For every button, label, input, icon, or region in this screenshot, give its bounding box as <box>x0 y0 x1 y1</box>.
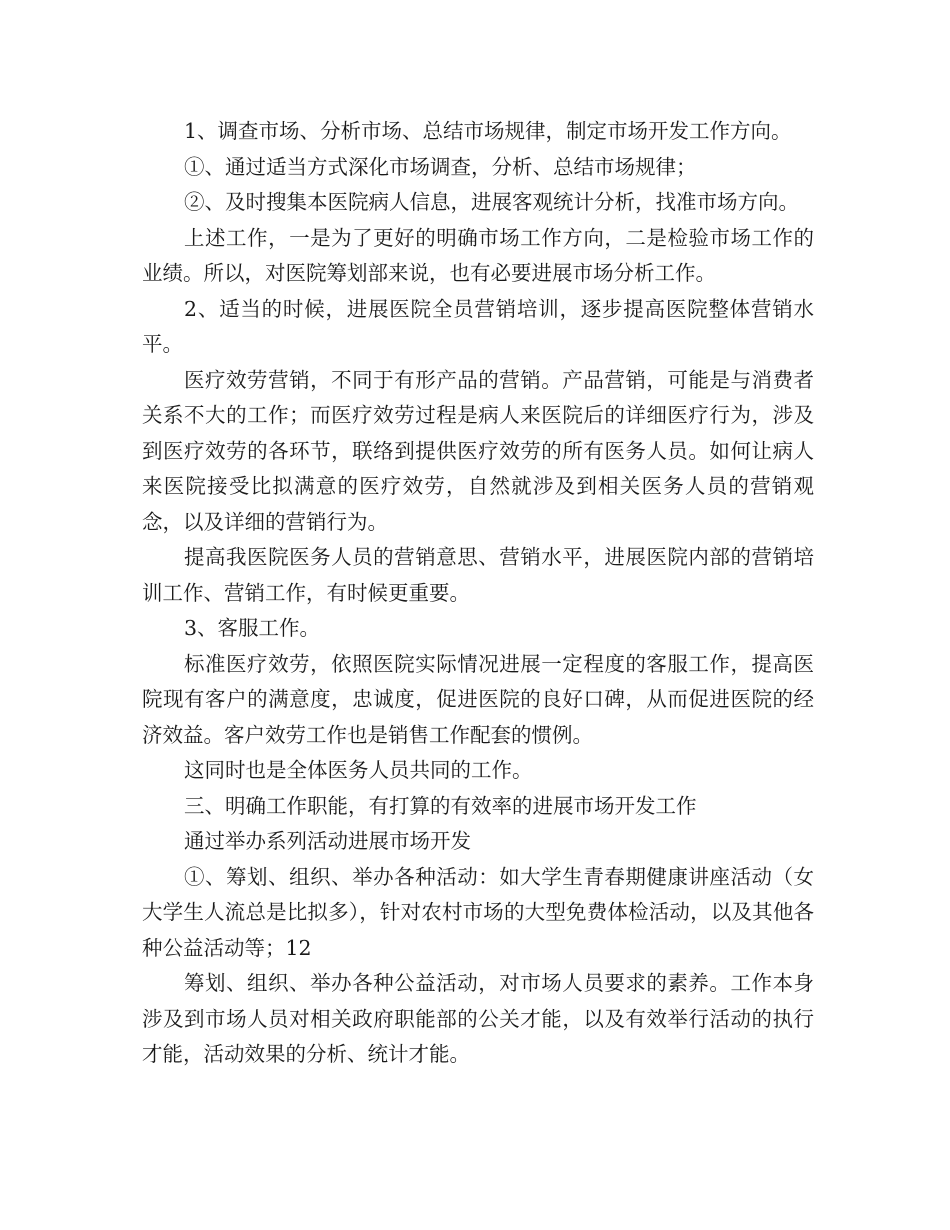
paragraph-customer-service-heading: 3、客服工作。 <box>184 616 321 640</box>
paragraph-staff-marketing: 提高我医院医务人员的营销意思、营销水平，进展医院内部的营销培训工作、营销工作，有时候更重要。 <box>142 545 814 605</box>
paragraph-shared-work: 这同时也是全体医务人员共同的工作。 <box>184 758 533 782</box>
document-body <box>142 114 814 1073</box>
paragraph-market-research: 1、调查市场、分析市场、总结市场规律，制定市场开发工作方向。 <box>184 119 792 143</box>
paragraph-work-purpose: 上述工作，一是为了更好的明确市场工作方向，二是检验市场工作的业绩。所以，对医院筹划部来说，也有必要进展市场分析工作。 <box>142 225 814 285</box>
paragraph-customer-service: 标准医疗效劳，依照医院实际情况进展一定程度的客服工作，提高医院现有客户的满意度，忠诚度，促进医院的良好口碑，从而促进医院的经济效益。客户效劳工作也是销售工作配套的惯例。 <box>142 651 814 747</box>
paragraph-marketing-training: 2、适当的时候，进展医院全员营销培训，逐步提高医院整体营销水平。 <box>142 296 814 356</box>
paragraph-market-survey: ①、通过适当方式深化市场调查，分析、总结市场规律； <box>184 154 697 179</box>
paragraph-patient-info: ②、及时搜集本医院病人信息，进展客观统计分析，找准市场方向。 <box>184 190 799 214</box>
paragraph-activities-list: ①、筹划、组织、举办各种活动：如大学生青春期健康讲座活动（女大学生人流总是比拟多），针对农村市场的大型免费体检活动，以及其他各种公益活动等；12 <box>142 864 814 960</box>
paragraph-activity-skills: 筹划、组织、举办各种公益活动，对市场人员要求的素养。工作本身涉及到市场人员对相关政府职能部的公关才能，以及有效举行活动的执行才能，活动效果的分析、统计才能。 <box>142 971 814 1066</box>
paragraph-activities-intro: 通过举办系列活动进展市场开发 <box>184 829 471 853</box>
section-heading-work-functions: 三、明确工作职能，有打算的有效率的进展市场开发工作 <box>184 793 697 818</box>
paragraph-medical-service-marketing: 医疗效劳营销，不同于有形产品的营销。产品营销，可能是与消费者关系不大的工作；而医疗效劳过程是病人来医院后的详细医疗行为，涉及到医疗效劳的各环节，联络到提供医疗效劳的所有医务人员。如何让病人来医院接受比拟满意的医疗效劳，自然就涉及到相关医务人员的营销观念，以及详细的营销行为。 <box>142 367 814 534</box>
